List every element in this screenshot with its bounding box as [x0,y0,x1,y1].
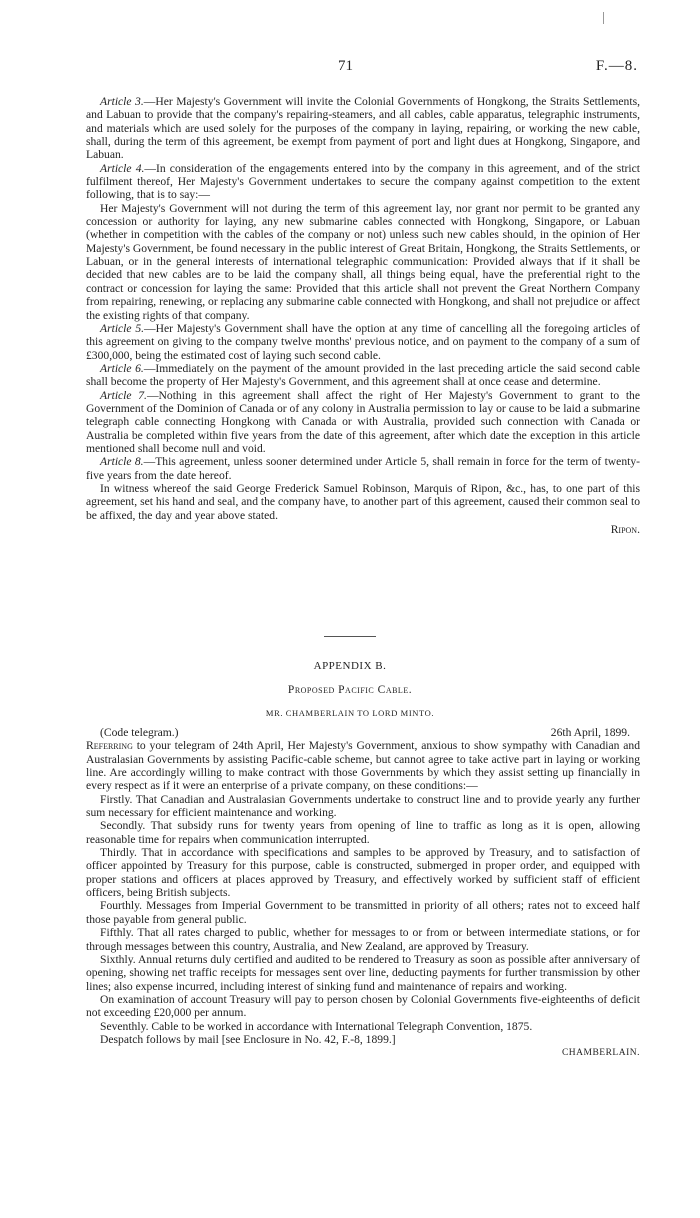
condition-seventhly: Seventhly. Cable to be worked in accordance with International Telegraph Convention, 1875. [100,1019,533,1033]
article-8: Article 8.—This agreement, unless sooner determined under Article 5, shall remain in force for the term of twenty-five years from the date hereof. [86,455,640,482]
document-reference: F.—8. [595,58,638,74]
margin-mark [603,12,604,24]
telegram-date: 26th April, 1899. [550,726,630,739]
agreement-articles [86,95,640,536]
ripon-signature: Ripon. [610,523,640,536]
condition-thirdly: Thirdly. That in accordance with specifications and samples to be approved by Treasury, and to satisfaction of officer appointed by Treasury for this purpose, cable is constructed, submerged in proper order, and equipped with proper stations and officers at places approved by Treasury, and effectively worked by sufficient staff of efficient officers, being British subjects. [86,846,640,900]
article-3: Article 3.—Her Majesty's Government will invite the Colonial Governments of Hongkong, the Straits Settlements, and Labuan to provide that the company's repairing-steamers, and all cables, cable apparatus, telegraphic instruments, and materials which are used solely for the purposes of the company in laying, repairing, or working the new cable, shall, during the term of this agreement, be exempt from payment of port and light dues at Hongkong, Singapore, and Labuan. [86,95,640,162]
chamberlain-signature: CHAMBERLAIN. [561,1048,640,1059]
appendix-heading: MR. CHAMBERLAIN TO LORD MINTO. [265,708,435,718]
page-number: 71 [338,58,353,74]
article-6: Article 6.—Immediately on the payment of the amount provided in the last preceding article the said second cable shall become the property of Her Majesty's Government, and this agreement shall at once cease and determine. [86,361,640,389]
appendix-title: APPENDIX B. [313,660,387,672]
article-4: Article 4.—In consideration of the engagements entered into by the company in this agreement, and of the strict fulfilment thereof, Her Majesty's Government undertakes to secure the company against competition to the extent following, that is to say:— [86,161,640,202]
treasury-payment: On examination of account Treasury will pay to person chosen by Colonial Governments five-eighteenths of deficit not exceeding £20,000 per annum. [86,992,640,1020]
telegram-meta [86,726,640,739]
article-7: Article 7.—Nothing in this agreement shall affect the right of Her Majesty's Government to grant to the Government of the Dominion of Canada or of any colony in Australia permission to lay or cause to be laid a submarine telegraph cable connecting Hongkong with Canada or with Australia, provided such connection with Canada or Australia be completed within five years from the date of this agreement, after which date the exception in this article mentioned shall become null and void. [86,388,640,455]
condition-secondly: Secondly. That subsidy runs for twenty years from opening of line to traffic as long as it is open, allowing reasonable time for repairs when communication interrupted. [86,819,640,846]
telegram-intro: Referring to your telegram of 24th April, Her Majesty's Government, anxious to show sympathy with Canadian and Australasian Governments by assisting Pacific-cable scheme, but cannot agree to take active part in laying or working line. Are accordingly willing to make contract with those Governments by which they assist setting up financially in every respect as if it were an enterprise of a private company, on these conditions:— [86,739,640,793]
condition-firstly: Firstly. That Canadian and Australasian Governments undertake to construct line and to provide yearly any further sum necessary for efficient maintenance and working. [86,792,640,820]
page-header [0,58,700,78]
appendix-subtitle: Proposed Pacific Cable. [287,684,413,696]
condition-fifthly: Fifthly. That all rates charged to public, whether for messages to or from or between intermediate stations, or for through messages between this country, Australia, and New Zealand, are approved by Treasury. [86,926,640,953]
condition-sixthly: Sixthly. Annual returns duly certified and audited to be rendered to Treasury as soon as possible after anniversary of opening, showing net traffic receipts for messages sent over line, deducting payments for further transmission by other lines; also expense incurred, including interest of sinking fund and maintenance of repairs and working. [86,952,640,993]
witness-clause: In witness whereof the said George Frederick Samuel Robinson, Marquis of Ripon, &c., has, to one part of this agreement, set his hand and seal, and the company have, to another part of this agreement, caused their common seal to be affixed, the day and year above stated. [86,481,640,522]
article-5: Article 5.—Her Majesty's Government shall have the option at any time of cancelling all the foregoing articles of this agreement on giving to the company twelve months' previous notice, and on payment to the company of a sum of £300,000, being the estimated cost of laying such second cable. [86,321,640,362]
despatch-note: Despatch follows by mail [see Enclosure in No. 42, F.-8, 1899.] [100,1032,396,1046]
code-telegram-label: (Code telegram.) [100,726,179,739]
condition-fourthly: Fourthly. Messages from Imperial Government to be transmitted in priority of all others; rates not to exceed half those payable from general public. [86,899,640,926]
article-4-paragraph: Her Majesty's Government will not during the term of this agreement lay, nor grant nor permit to be granted any concession or authority for laying, any new submarine cables connected with Hongkong, Singapore, or Labuan (whether in competition with the cables of the company or not) unless such new cables should, in the opinion of Her Majesty's Government, be found necessary in the public interest of Great Britain, Hongkong, the Straits Settlements, or Labuan, or in the general interests of international telegraphic communication: Provided always that if it shall be decided that new cables are to be laid the company shall, all things being equal, have the preferential right to the contract or concession for laying the same: Provided that this article shall not prevent the Great Northern Company from repairing, renewing, or replacing any submarine cable connected with Hongkong, and shall not prejudice or affect the existing rights of that company. [86,201,640,322]
telegram-body [86,726,640,1061]
section-divider [324,636,376,637]
